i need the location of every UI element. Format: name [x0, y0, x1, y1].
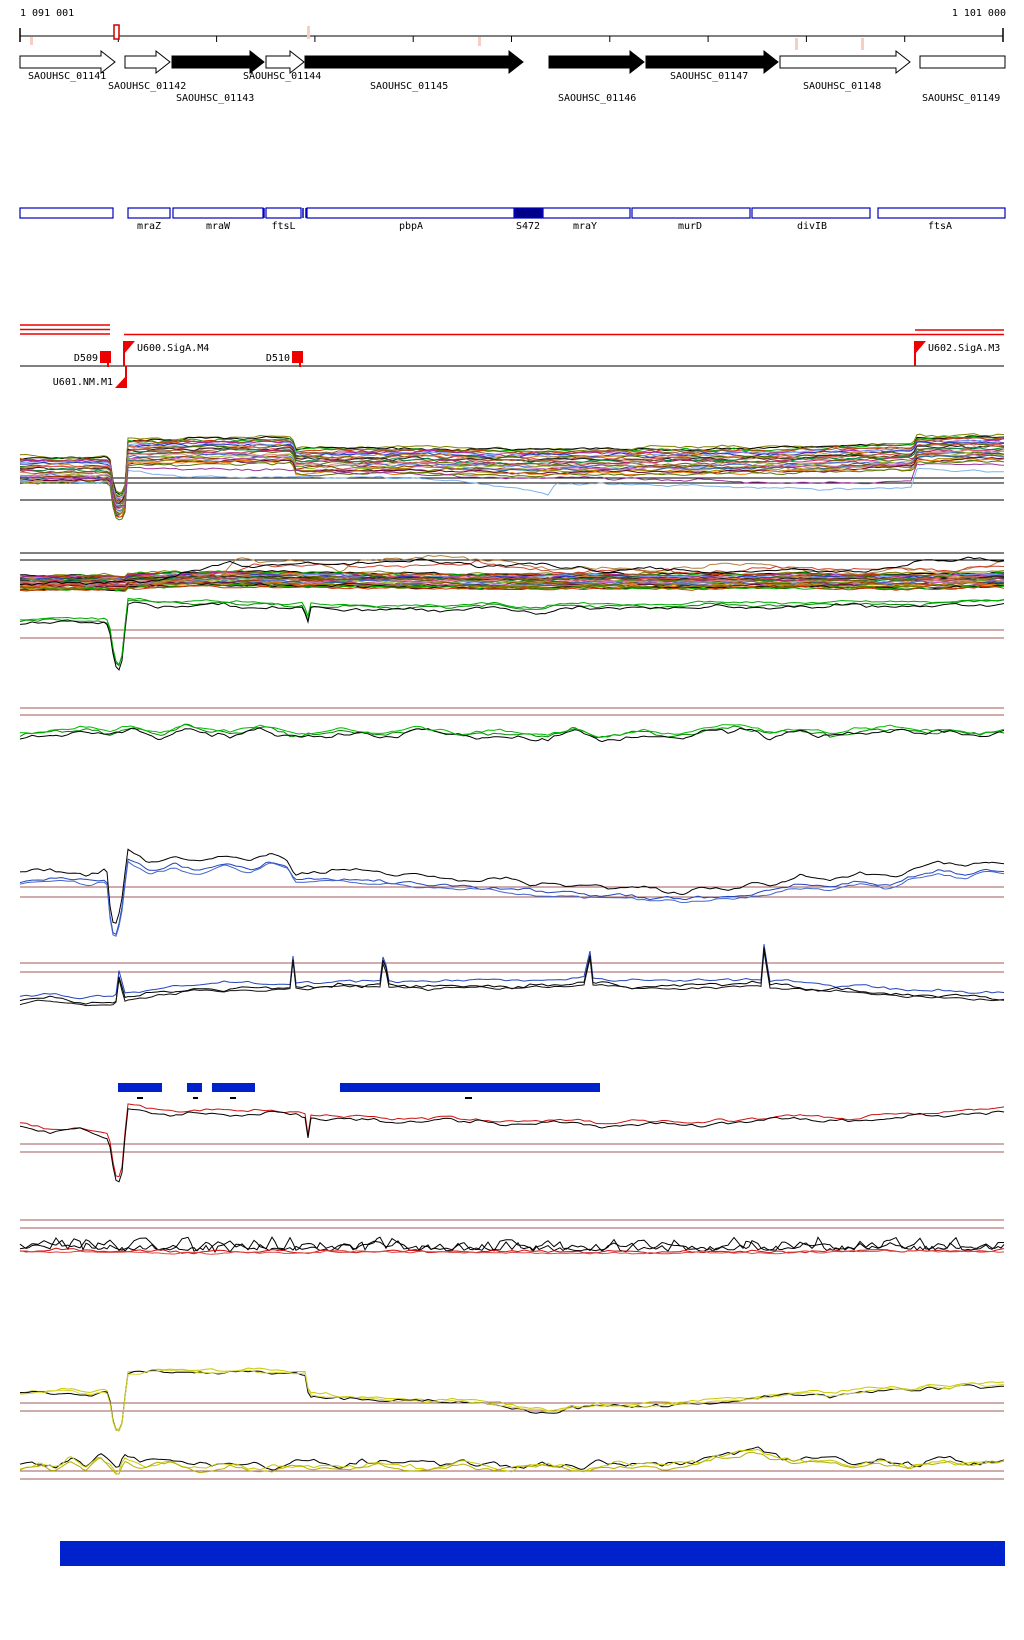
gene-label: SAOUHSC_01149: [922, 93, 1001, 104]
gene-arrow[interactable]: [646, 51, 778, 73]
cds-box[interactable]: [266, 208, 301, 218]
cds-box[interactable]: [878, 208, 1005, 218]
cds-box[interactable]: [752, 208, 870, 218]
signal-panel-red-pair: [20, 1104, 1004, 1182]
gene-label: SAOUHSC_01148: [803, 81, 882, 92]
gene-label: SAOUHSC_01144: [243, 71, 322, 82]
signal-panel-black-spikes: [20, 1220, 1004, 1254]
marker-label: U602.SigA.M3: [928, 343, 1001, 354]
bottom-region-bar[interactable]: [60, 1541, 1005, 1566]
cds-label: ftsL: [271, 221, 296, 232]
gene-label: SAOUHSC_01147: [670, 71, 749, 82]
ruler-pink-mark: [30, 37, 33, 45]
signal-series: [20, 849, 1004, 923]
gene-label: SAOUHSC_01146: [558, 93, 637, 104]
signal-panel-all-conditions: [20, 434, 1004, 520]
coordinate-start: 1 091 001: [20, 8, 75, 19]
signal-series: [20, 450, 1004, 508]
signal-series: [20, 725, 1004, 738]
signal-series: [20, 862, 1004, 937]
signal-series: [20, 1447, 1004, 1470]
cds-label: mraY: [572, 221, 598, 232]
marker-label: U600.SigA.M4: [137, 343, 210, 354]
cds-label: S472: [515, 221, 541, 232]
signal-series: [20, 1370, 1004, 1431]
marker-flag[interactable]: [915, 341, 926, 354]
signal-series: [20, 602, 1004, 670]
signal-series: [20, 951, 1004, 1006]
cds-box[interactable]: [128, 208, 170, 218]
signal-series: [20, 1109, 1004, 1182]
gene-arrow[interactable]: [549, 51, 644, 73]
signal-series: [20, 1370, 1004, 1431]
cds-box[interactable]: [543, 208, 630, 218]
marker-box[interactable]: [100, 351, 111, 363]
ruler-red-marker[interactable]: [114, 25, 119, 39]
hit-bar-tick: [137, 1097, 143, 1099]
gene-arrow[interactable]: [172, 51, 264, 73]
hit-bar-tick: [193, 1097, 198, 1099]
signal-series: [20, 947, 1004, 1004]
gene-label: SAOUHSC_01143: [176, 93, 255, 104]
marker-flag[interactable]: [124, 341, 135, 354]
marker-label: U601.NM.M1: [52, 377, 113, 388]
signal-series: [20, 1449, 1004, 1472]
cds-box[interactable]: [632, 208, 750, 218]
cds-label: divIB: [796, 221, 828, 232]
gene-label: SAOUHSC_01145: [370, 81, 449, 92]
ruler-pink-mark: [478, 37, 481, 46]
marker-box-notch: [107, 363, 109, 367]
hit-bar[interactable]: [118, 1083, 162, 1092]
signal-panel-green-pair: [20, 708, 1004, 742]
gene-label: SAOUHSC_01142: [108, 81, 187, 92]
cds-box[interactable]: [20, 208, 113, 218]
ruler-pink-mark: [861, 38, 864, 50]
marker-box[interactable]: [292, 351, 303, 363]
hit-bar[interactable]: [340, 1083, 600, 1092]
signal-panel-blue-pair-1: [20, 849, 1004, 936]
signal-panel-ratio-band: [20, 553, 1004, 670]
gene-arrow[interactable]: [125, 51, 170, 73]
cds-label: murD: [677, 221, 703, 232]
gene-arrow[interactable]: [20, 51, 115, 73]
marker-label: D509: [73, 353, 98, 364]
signal-series: [20, 600, 1004, 666]
gene-arrow[interactable]: [780, 51, 910, 73]
signal-panel-yellow-pair-2: [20, 1447, 1004, 1479]
signal-series: [20, 599, 1004, 665]
hit-bar-tick: [230, 1097, 236, 1099]
ruler-pink-mark: [795, 38, 798, 50]
cds-label: mraW: [205, 221, 231, 232]
cds-label: pbpA: [398, 221, 424, 232]
signal-series: [20, 1368, 1004, 1430]
hit-bar[interactable]: [212, 1083, 255, 1092]
cds-box[interactable]: [173, 208, 263, 218]
ruler-pink-mark: [307, 26, 310, 39]
cds-label: mraZ: [136, 221, 162, 232]
cds-box[interactable]: [307, 208, 514, 218]
marker-box-notch: [299, 363, 301, 367]
gene-arrow[interactable]: [266, 51, 304, 73]
coordinate-end: 1 101 000: [951, 8, 1006, 19]
signal-panel-blue-pair-2: [20, 944, 1004, 1005]
gene-label: SAOUHSC_01141: [28, 71, 107, 82]
gene-arrow[interactable]: [305, 51, 523, 73]
cds-box[interactable]: [515, 208, 542, 218]
hit-bar-tick: [465, 1097, 472, 1099]
signal-panel-yellow-pair-1: [20, 1368, 1004, 1431]
marker-flag[interactable]: [115, 376, 126, 388]
gene-arrow[interactable]: [920, 56, 1005, 68]
cds-label: ftsA: [927, 221, 953, 232]
signal-series: [20, 453, 1004, 513]
marker-label: D510: [265, 353, 290, 364]
hit-bar[interactable]: [187, 1083, 202, 1092]
